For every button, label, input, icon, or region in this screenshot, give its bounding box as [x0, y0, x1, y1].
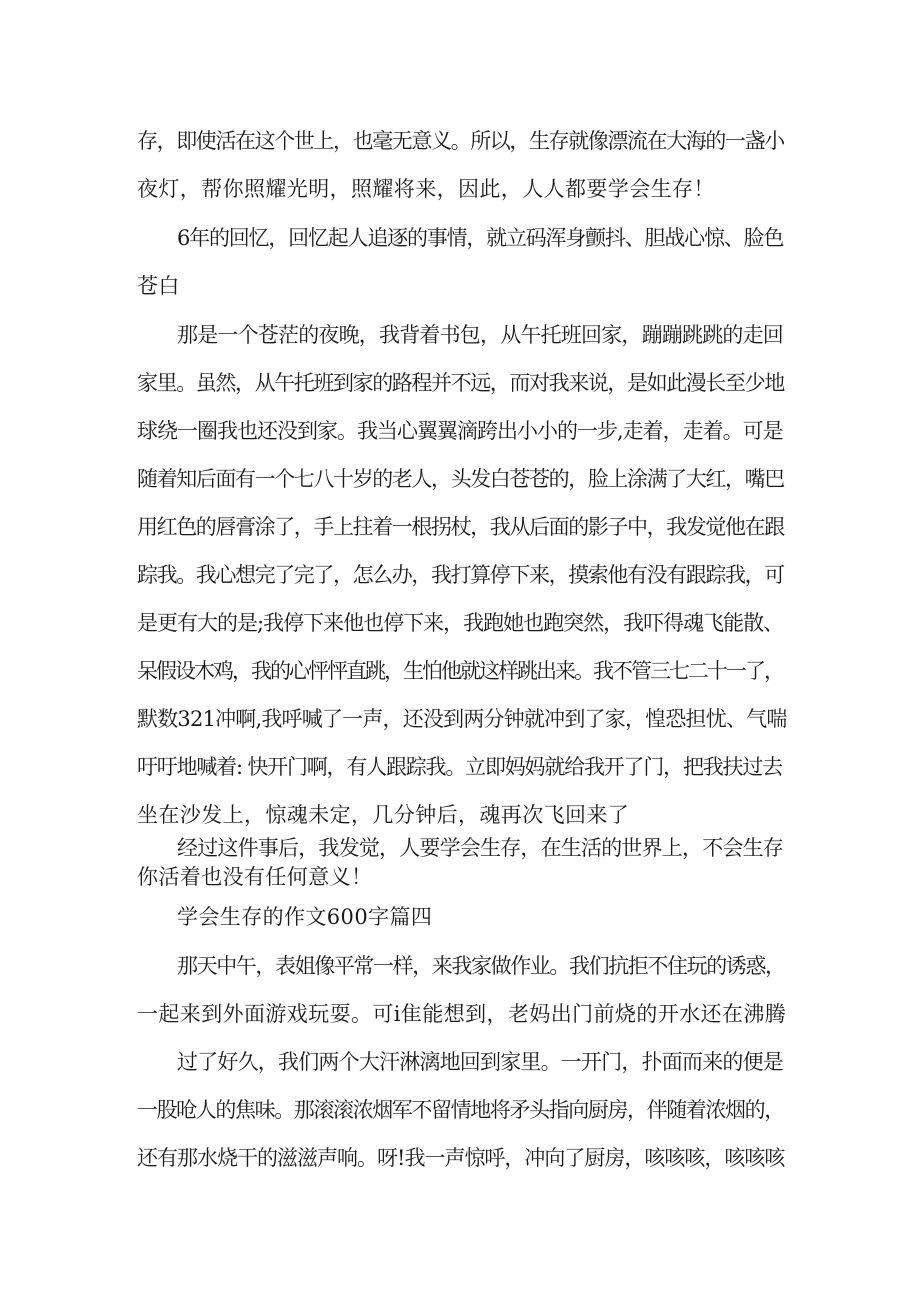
text-line: 呆假设木鸡，我的心怦怦直跳，生怕他就这样跳出来。我不管三七二十一了， [137, 659, 783, 683]
paragraph-2 [137, 222, 787, 298]
paragraph-6 [137, 1046, 787, 1170]
text-line: 坐在沙发上，惊魂未定，几分钟后，魂再次飞回来了 [137, 803, 630, 827]
text-line: 一起来到外面游戏玩耍。可i隹能想到，老妈出门前烧的开水还在沸腾 [137, 1002, 787, 1026]
text-line: 你活着也没有任何意义！ [137, 865, 373, 889]
text-line: 那是一个苍茫的夜晚，我背着书包，从午托班回家，蹦蹦跳跳的走回 [177, 323, 783, 347]
text-line: 用红色的唇膏涂了，手上拄着一根拐杖，我从后面的影子中，我发觉他在跟 [137, 515, 784, 539]
text-line: 一股呛人的焦味。那滚滚浓烟军不留情地将矛头指向厨房，伴随着浓烟的， [137, 1098, 784, 1122]
text-line: 过了好久，我们两个大汗淋漓地回到家里。一开门，扑面而来的便是 [177, 1050, 783, 1074]
text-line: 吁吁地喊着: 快开门啊，有人跟踪我。立即妈妈就给我开了门，把我扶过去 [137, 755, 782, 779]
text-line: 还有那水烧干的滋滋声响。呀!我一声惊呼，冲向了厨房，咳咳咳，咳咳咳 [137, 1146, 785, 1170]
text-line: 夜灯，帮你照耀光明，照耀将来，因此，人人都要学会生存！ [137, 177, 715, 201]
text-line: 6年的回忆，回忆起人追逐的事情，就立码浑身颤抖、胆战心惊、脸色 [177, 226, 784, 250]
text-line: 球绕一圈我也还没到家。我当心翼翼滴跨出小小的一步,走着，走着。可是 [137, 419, 783, 443]
text-line: 随着知后面有一个七八十岁的老人，头发白苍苍的，脸上涂满了大红，嘴巴 [137, 467, 784, 491]
heading-line: 学会生存的作文600字篇四 [177, 905, 433, 929]
text-line: 存，即使活在这个世上，也毫无意义。所以，生存就像漂流在大海的一盏小 [137, 129, 784, 153]
text-line: 默数321冲啊,我呼喊了一声，还没到两分钟就冲到了家，惶恐担忧、气喘 [137, 707, 787, 731]
paragraph-1 [137, 125, 787, 201]
section-heading [137, 901, 787, 929]
paragraph-3 [137, 319, 787, 827]
paragraph-4 [137, 832, 787, 889]
text-line: 经过这件事后，我发觉，人要学会生存，在生活的世界上，不会生存 [177, 836, 783, 860]
text-line: 家里。虽然，从午托班到家的路程并不远，而对我来说，是如此漫长至少地 [137, 371, 784, 395]
text-line: 那天中午，表姐像平常一样，来我家做作业。我们抗拒不住玩的诱惑， [177, 954, 785, 978]
text-line: 是更有大的是;我停下来他也停下来，我跑她也跑突然，我吓得魂飞能散、 [137, 611, 784, 635]
paragraph-5 [137, 950, 787, 1026]
text-line: 踪我。我心想完了完了，怎么办，我打算停下来，摸索他有没有跟踪我，可 [137, 563, 784, 587]
text-line: 苍白 [137, 274, 180, 298]
